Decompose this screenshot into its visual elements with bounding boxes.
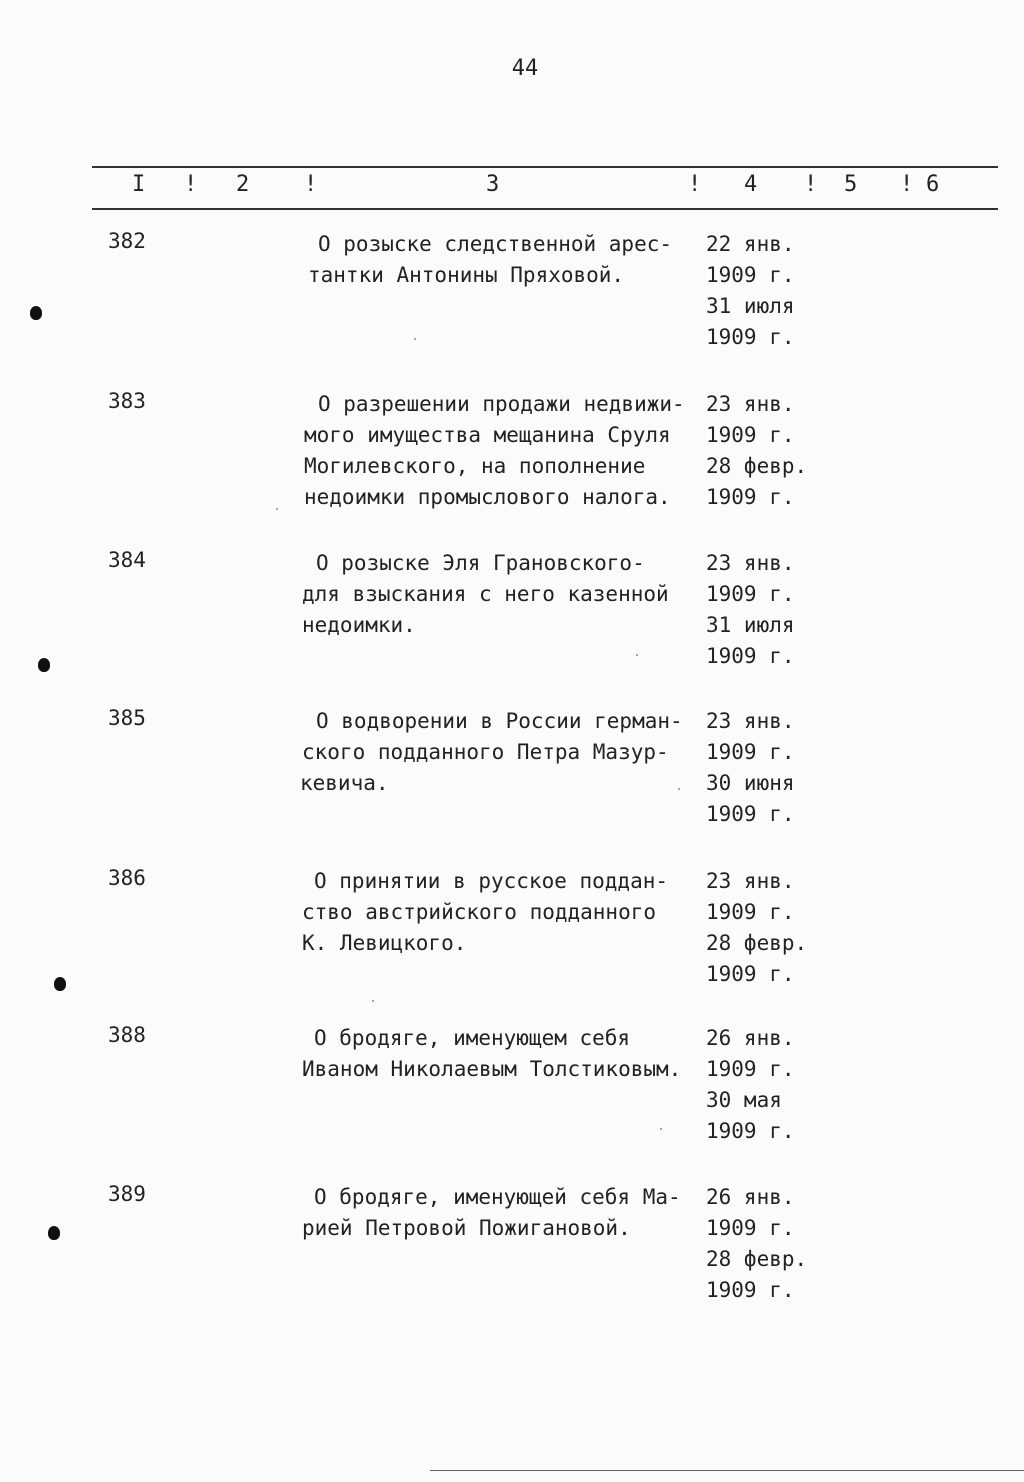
date-line: 1909 г. bbox=[706, 485, 795, 509]
date-line: 1909 г. bbox=[706, 644, 795, 668]
date-line: 1909 г. bbox=[706, 423, 795, 447]
date-line: 23 янв. bbox=[706, 392, 795, 416]
description-line: О бродяге, именующем себя bbox=[314, 1026, 631, 1050]
header-rule-bottom bbox=[92, 208, 998, 210]
description-line: ского подданного Петра Мазур- bbox=[302, 740, 669, 764]
record-dates bbox=[706, 548, 826, 672]
header-sep-3: ! bbox=[688, 172, 702, 197]
date-line: 26 янв. bbox=[706, 1026, 795, 1050]
page-number: 44 bbox=[511, 56, 539, 81]
description-line: для взыскания с него казенной bbox=[302, 582, 669, 606]
punch-hole bbox=[48, 1226, 60, 1240]
table-header bbox=[92, 172, 998, 204]
header-col-6: 6 bbox=[926, 172, 940, 197]
date-line: 30 июня bbox=[706, 771, 795, 795]
date-line: 1909 г. bbox=[706, 740, 795, 764]
record-description bbox=[300, 866, 700, 959]
punch-hole bbox=[54, 977, 66, 991]
scan-speck bbox=[372, 1000, 374, 1002]
date-line: 1909 г. bbox=[706, 962, 795, 986]
date-line: 1909 г. bbox=[706, 325, 795, 349]
description-line: мого имущества мещанина Сруля bbox=[304, 423, 671, 447]
date-line: 22 янв. bbox=[706, 232, 795, 256]
record-dates bbox=[706, 706, 826, 830]
date-line: 23 янв. bbox=[706, 869, 795, 893]
date-line: 1909 г. bbox=[706, 1216, 795, 1240]
description-line: О розыске следственной арес- bbox=[318, 232, 673, 256]
description-line: О принятии в русское поддан- bbox=[314, 869, 669, 893]
record-number: 384 bbox=[108, 548, 146, 572]
description-line: недоимки промыслового налога. bbox=[304, 485, 671, 509]
date-line: 1909 г. bbox=[706, 263, 795, 287]
header-col-2: 2 bbox=[236, 172, 250, 197]
description-line: О разрешении продажи недвижи- bbox=[318, 392, 685, 416]
record-description bbox=[300, 548, 700, 641]
date-line: 1909 г. bbox=[706, 802, 795, 826]
scan-speck bbox=[414, 338, 416, 340]
date-line: 1909 г. bbox=[706, 582, 795, 606]
date-line: 31 июля bbox=[706, 613, 795, 637]
description-line: кевича. bbox=[300, 771, 389, 795]
scan-speck bbox=[276, 508, 278, 510]
date-line: 23 янв. bbox=[706, 709, 795, 733]
record-number: 389 bbox=[108, 1182, 146, 1206]
page-bottom-edge bbox=[430, 1470, 1024, 1471]
header-col-4: 4 bbox=[744, 172, 758, 197]
record-description bbox=[300, 1182, 700, 1244]
date-line: 1909 г. bbox=[706, 900, 795, 924]
date-line: 23 янв. bbox=[706, 551, 795, 575]
record-description bbox=[300, 389, 700, 513]
record-number: 382 bbox=[108, 229, 146, 253]
description-line: О водворении в России герман- bbox=[316, 709, 683, 733]
header-sep-2: ! bbox=[304, 172, 318, 197]
date-line: 28 февр. bbox=[706, 454, 808, 478]
header-rule-top bbox=[92, 166, 998, 168]
header-col-5: 5 bbox=[844, 172, 858, 197]
header-sep-5: ! bbox=[900, 172, 914, 197]
description-line: О розыске Эля Грановского- bbox=[316, 551, 645, 575]
record-number: 383 bbox=[108, 389, 146, 413]
scan-speck bbox=[660, 1128, 662, 1130]
date-line: 26 янв. bbox=[706, 1185, 795, 1209]
record-dates bbox=[706, 866, 826, 990]
record-description bbox=[300, 1023, 700, 1085]
record-number: 388 bbox=[108, 1023, 146, 1047]
description-line: К. Левицкого. bbox=[302, 931, 467, 955]
description-line: недоимки. bbox=[302, 613, 416, 637]
punch-hole bbox=[38, 658, 50, 672]
punch-hole bbox=[30, 306, 42, 320]
scan-speck bbox=[678, 788, 680, 790]
date-line: 1909 г. bbox=[706, 1119, 795, 1143]
description-line: Могилевского, на пополнение bbox=[304, 454, 646, 478]
record-dates bbox=[706, 1182, 826, 1306]
record-description bbox=[300, 706, 700, 799]
description-line: ство австрийского подданного bbox=[302, 900, 657, 924]
date-line: 1909 г. bbox=[706, 1278, 795, 1302]
record-number: 386 bbox=[108, 866, 146, 890]
header-col-1: I bbox=[132, 172, 146, 197]
record-number: 385 bbox=[108, 706, 146, 730]
description-line: рией Петровой Пожигановой. bbox=[302, 1216, 631, 1240]
date-line: 31 июля bbox=[706, 294, 795, 318]
header-sep-4: ! bbox=[804, 172, 818, 197]
description-line: тантки Антонины Пряховой. bbox=[308, 263, 625, 287]
description-line: Иваном Николаевым Толстиковым. bbox=[302, 1057, 682, 1081]
record-dates bbox=[706, 1023, 826, 1147]
date-line: 30 мая bbox=[706, 1088, 782, 1112]
scan-speck bbox=[636, 654, 638, 656]
record-dates bbox=[706, 389, 826, 513]
header-col-3: 3 bbox=[486, 172, 500, 197]
description-line: О бродяге, именующей себя Ма- bbox=[314, 1185, 681, 1209]
date-line: 1909 г. bbox=[706, 1057, 795, 1081]
date-line: 28 февр. bbox=[706, 1247, 808, 1271]
record-description bbox=[300, 229, 700, 291]
record-dates bbox=[706, 229, 826, 353]
date-line: 28 февр. bbox=[706, 931, 808, 955]
header-sep-1: ! bbox=[184, 172, 198, 197]
